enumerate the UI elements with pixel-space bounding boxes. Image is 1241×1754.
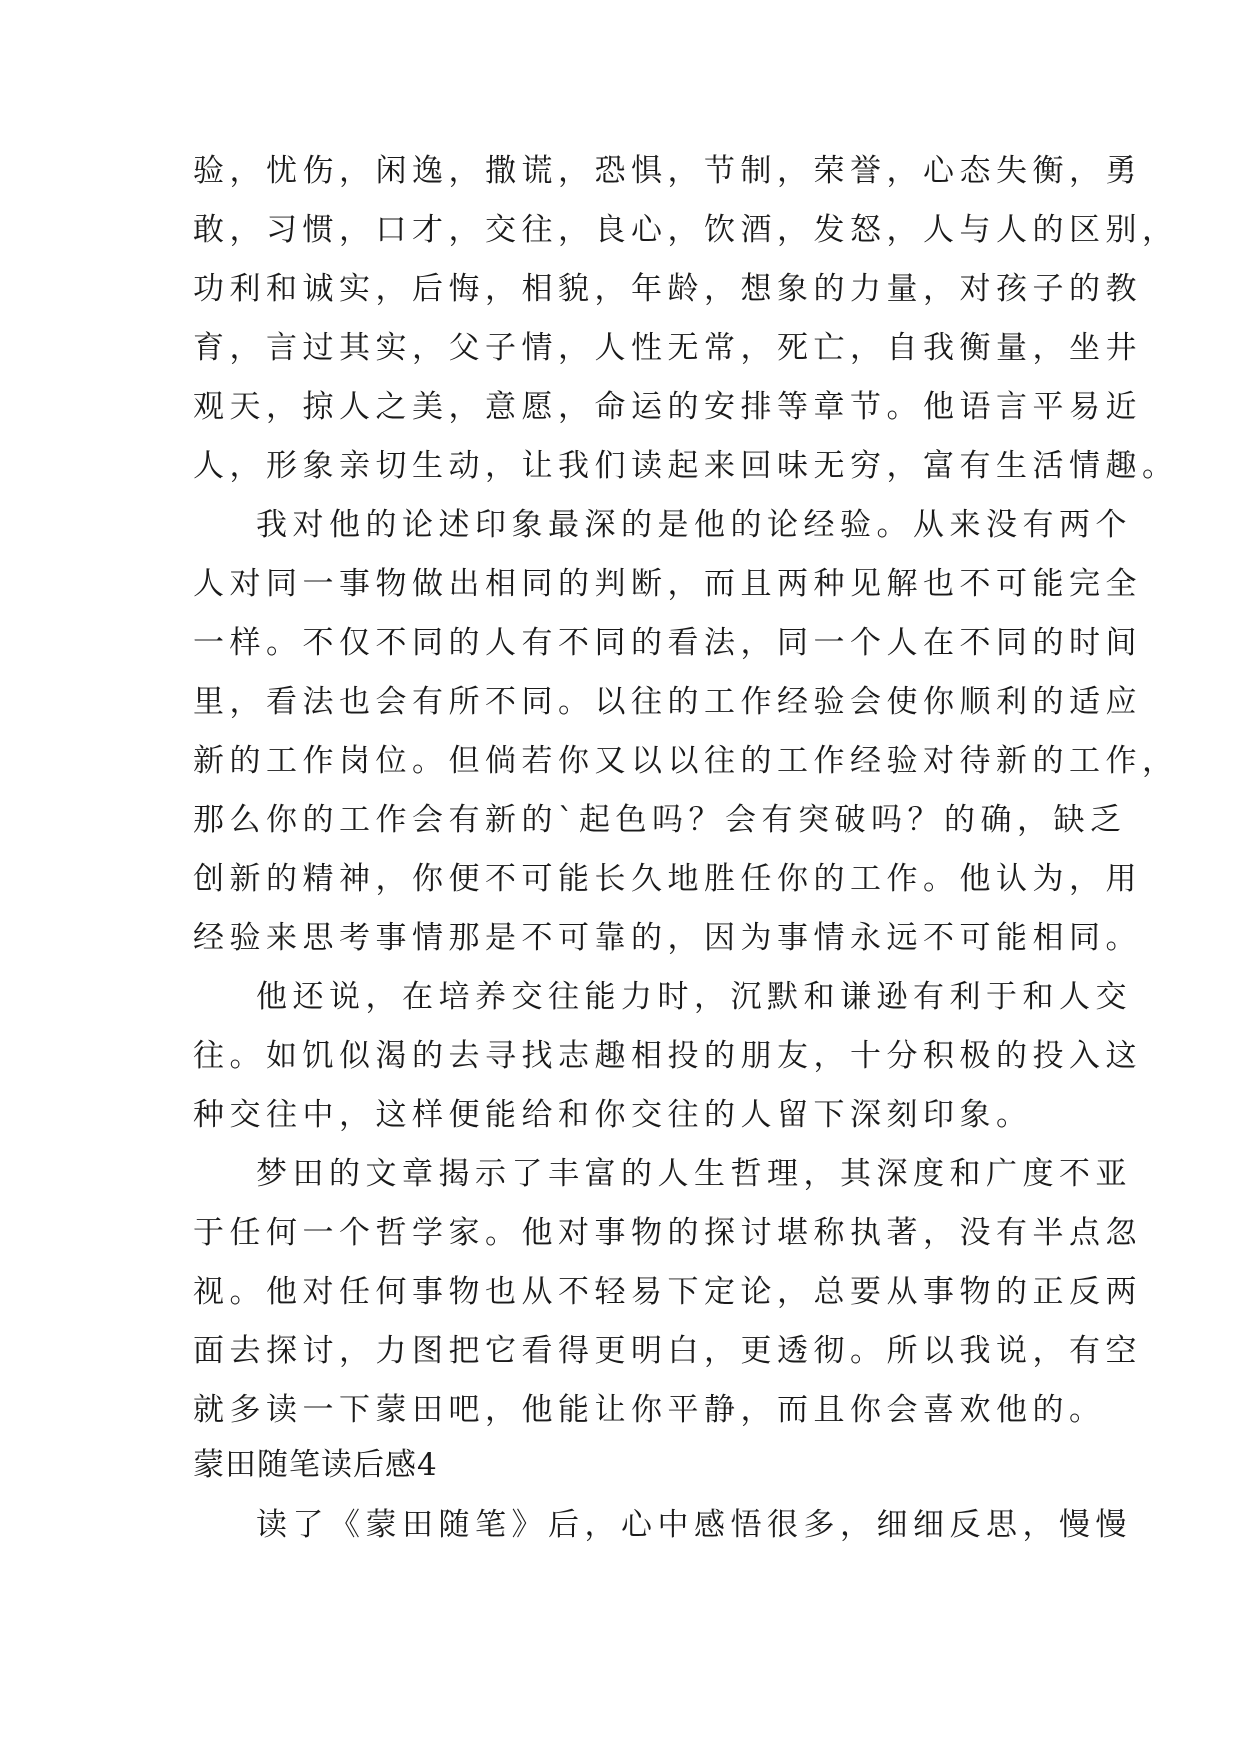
- text-line: 里，看法也会有所不同。以往的工作经验会使你顺利的适应: [193, 684, 1142, 720]
- text-line: 种交往中，这样便能给和你交往的人留下深刻印象。: [193, 1097, 1033, 1133]
- text-line: 往。如饥似渴的去寻找志趣相投的朋友，十分积极的投入这: [193, 1038, 1142, 1074]
- text-line: 功利和诚实，后悔，相貌，年龄，想象的力量，对孩子的教: [193, 271, 1142, 307]
- section-heading: 蒙田随笔读后感4: [193, 1447, 438, 1483]
- text-line: 敢，习惯，口才，交往，良心，饮酒，发怒，人与人的区别，: [193, 212, 1179, 248]
- text-line: 观天，掠人之美，意愿，命运的安排等章节。他语言平易近: [193, 389, 1142, 425]
- text-line: 那么你的工作会有新的`起色吗？会有突破吗？的确，缺乏: [193, 802, 1127, 838]
- text-line: 验，忧伤，闲逸，撒谎，恐惧，节制，荣誉，心态失衡，勇: [193, 153, 1142, 189]
- text-line: 育，言过其实，父子情，人性无常，死亡，自我衡量，坐井: [193, 330, 1142, 366]
- text-line: 面去探讨，力图把它看得更明白，更透彻。所以我说，有空: [193, 1333, 1142, 1369]
- text-line: 创新的精神，你便不可能长久地胜任你的工作。他认为，用: [193, 861, 1142, 897]
- paragraph-start-line: 他还说，在培养交往能力时，沉默和谦逊有利于和人交: [256, 979, 1132, 1015]
- paragraph-start-line: 读了《蒙田随笔》后，心中感悟很多，细细反思，慢慢: [256, 1507, 1132, 1543]
- text-line: 于任何一个哲学家。他对事物的探讨堪称执著，没有半点忽: [193, 1215, 1142, 1251]
- paragraph-start-line: 梦田的文章揭示了丰富的人生哲理，其深度和广度不亚: [256, 1156, 1132, 1192]
- paragraph-start-line: 我对他的论述印象最深的是他的论经验。从来没有两个: [256, 507, 1132, 543]
- text-line: 新的工作岗位。但倘若你又以以往的工作经验对待新的工作，: [193, 743, 1179, 779]
- text-line: 视。他对任何事物也从不轻易下定论，总要从事物的正反两: [193, 1274, 1142, 1310]
- text-line: 一样。不仅不同的人有不同的看法，同一个人在不同的时间: [193, 625, 1142, 661]
- text-line: 经验来思考事情那是不可靠的，因为事情永远不可能相同。: [193, 920, 1142, 956]
- text-line: 人，形象亲切生动，让我们读起来回味无穷，富有生活情趣。: [193, 448, 1179, 484]
- text-line: 就多读一下蒙田吧，他能让你平静，而且你会喜欢他的。: [193, 1392, 1106, 1428]
- text-line: 人对同一事物做出相同的判断，而且两种见解也不可能完全: [193, 566, 1142, 602]
